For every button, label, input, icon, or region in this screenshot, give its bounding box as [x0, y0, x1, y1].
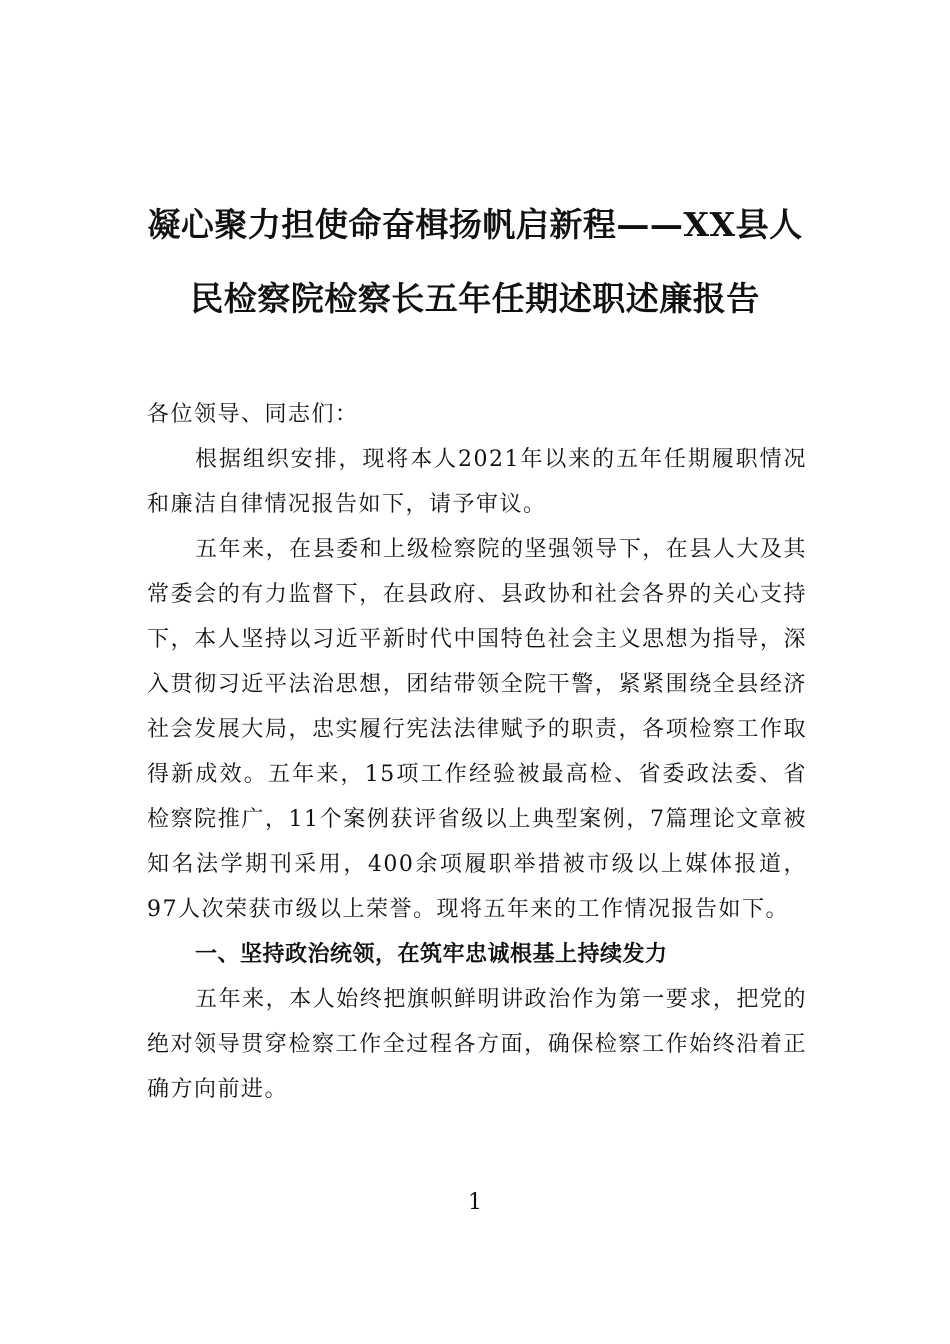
document-body [147, 392, 807, 1112]
paragraph-intro: 根据组织安排，现将本人2021年以来的五年任期履职情况和廉洁自律情况报告如下，请予审议。 [147, 447, 807, 517]
section-heading: 一、坚持政治统领，在筑牢忠诚根基上持续发力 [195, 942, 668, 967]
document-title: 凝心聚力担使命奋楫扬帆启新程——XX县人民检察院检察长五年任期述职述廉报告 [147, 205, 803, 318]
salutation: 各位领导、同志们： [147, 402, 359, 427]
paragraph-summary: 五年来，在县委和上级检察院的坚强领导下，在县人大及其常委会的有力监督下，在县政府、县政协和社会各界的关心支持下，本人坚持以习近平新时代中国特色社会主义思想为指导，深入贯彻习近平法治思想，团结带领全院干警，紧紧围绕全县经济社会发展大局，忠实履行宪法法律赋予的职责，各项检察工作取得新成效。五年来，15项工作经验被最高检、省委政法委、省检察院推广，11个案例获评省级以上典型案例，7篇理论文章被知名法学期刊采用，400余项履职举措被市级以上媒体报道，97人次荣获市级以上荣誉。现将五年来的工作情况报告如下。 [147, 537, 807, 922]
page-number: 1 [468, 1190, 482, 1215]
paragraph-section-one: 五年来，本人始终把旗帜鲜明讲政治作为第一要求，把党的绝对领导贯穿检察工作全过程各方面，确保检察工作始终沿着正确方向前进。 [147, 987, 807, 1102]
